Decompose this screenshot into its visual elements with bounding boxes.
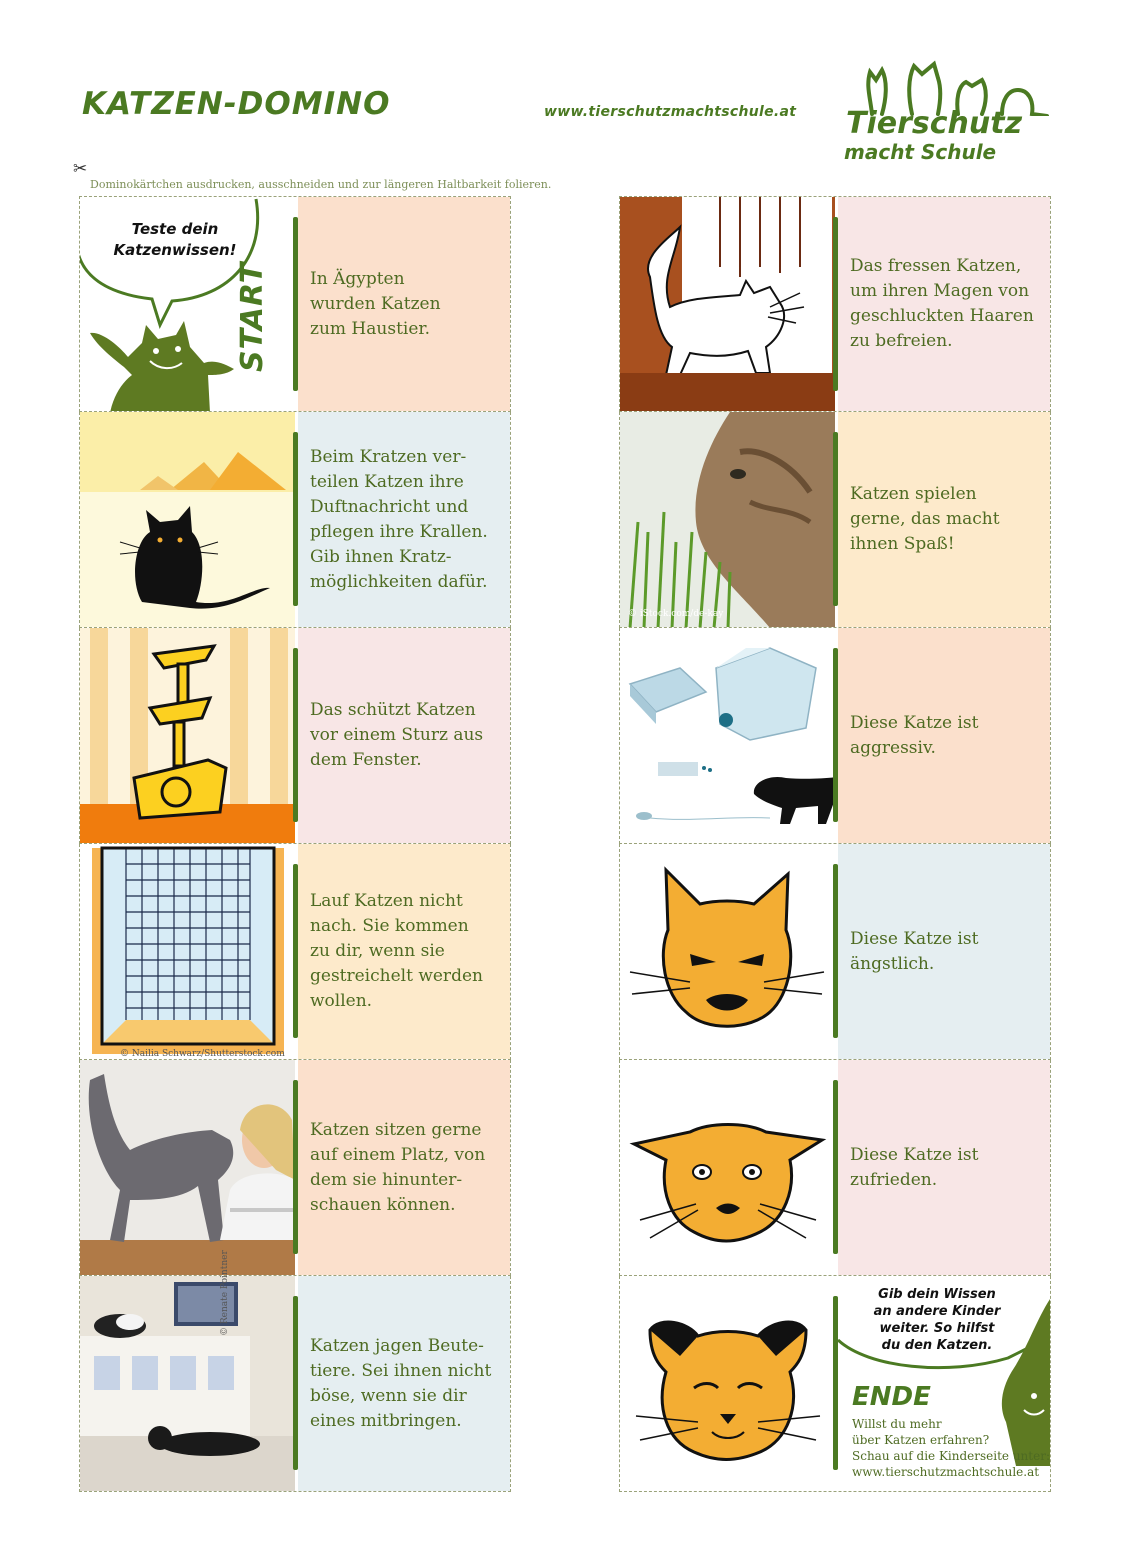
card-text: Diese Katze ist ängstlich. [850, 928, 979, 974]
page-title: KATZEN-DOMINO [82, 86, 391, 122]
card-text: Katzen jagen Beute- tiere. Sei ihnen nicht böse, wenn sie dir eines mitbringen. [310, 1335, 492, 1431]
card-text: Lauf Katzen nicht nach. Sie kommen zu dir, wenn sie gestreichelt werden wollen. [310, 891, 483, 1011]
cats-on-stove-photo [80, 1276, 295, 1491]
pyramid-cat-picture [80, 412, 295, 627]
instruction-text: Dominokärtchen ausdrucken, ausschneiden und zur längeren Haltbarkeit folieren. [90, 178, 552, 191]
card-text: Beim Kratzen ver- teilen Katzen ihre Duftnachricht und pflegen ihre Krallen. Gib ihnen Kratz- möglichkeiten dafür. [310, 446, 488, 592]
window-net-picture [80, 844, 295, 1059]
card-text: Das schützt Katzen vor einem Sturz aus dem Fenster. [310, 700, 484, 770]
logo-text-tierschutz: Tierschutz [846, 106, 1023, 141]
domino-card [619, 844, 1051, 1060]
domino-card [619, 628, 1051, 844]
card-text: Diese Katze ist zufrieden. [850, 1144, 979, 1190]
start-bubble-text: Teste dein Katzenwissen! [113, 220, 237, 259]
cat-grass-photo-image [620, 412, 835, 627]
cat-tree-icon [80, 628, 295, 843]
cat-eating-grass-icon [620, 197, 835, 411]
scissors-icon: ✂ [73, 159, 88, 179]
card-text: Katzen sitzen gerne auf einem Platz, von dem sie hinunter- schauen können. [310, 1119, 486, 1215]
boxes-black-cat-picture [620, 628, 835, 843]
cat-eating-grass-picture [620, 197, 835, 411]
domino-card [619, 412, 1051, 628]
end-label: ENDE [852, 1382, 931, 1412]
card-text: Das fressen Katzen, um ihren Magen von geschluckten Haaren zu befreien. [850, 256, 1034, 351]
card-text: Diese Katze ist aggressiv. [850, 712, 979, 758]
logo-text-macht-schule: macht Schule [844, 140, 997, 164]
card-text-panel [838, 628, 1050, 843]
card-text-panel [298, 844, 510, 1059]
card-text-panel [298, 197, 510, 411]
card-text-panel [838, 412, 1050, 627]
card-text: Katzen spielen gerne, das macht ihnen Spaß! [850, 484, 1000, 554]
card-text: In Ägypten wurden Katzen zum Haustier. [310, 268, 441, 339]
domino-card [79, 844, 511, 1060]
domino-card [619, 1060, 1051, 1276]
domino-card [79, 412, 511, 628]
content-cat-face-picture [620, 1276, 835, 1491]
photo-credit: © Nailia Schwarz/Shutterstock.com [120, 1049, 285, 1059]
card-text-panel [298, 628, 510, 843]
domino-card [79, 196, 511, 412]
right-domino-column [619, 196, 1051, 1492]
card-text-panel [838, 1060, 1050, 1275]
cat-tree-picture [80, 628, 295, 843]
card-text-panel [838, 844, 1050, 1059]
aggressive-cat-face-icon [620, 844, 835, 1059]
cats-on-stove-photo-image [80, 1276, 295, 1491]
content-cat-face-icon [620, 1276, 835, 1491]
start-picture [80, 197, 295, 411]
scared-cat-face-picture [620, 1060, 835, 1275]
photo-credit: © iStock.com/de-kay [628, 609, 724, 619]
card-text-panel [298, 1276, 510, 1491]
window-net-icon [80, 844, 295, 1059]
pyramid-black-cat-icon [80, 412, 295, 627]
scared-cat-face-icon [620, 1060, 835, 1275]
tierschutz-logo [842, 56, 1057, 168]
end-bubble-text: Gib dein Wissen an andere Kinder weiter. So hilfst du den Katzen. [873, 1287, 1001, 1353]
woman-cat-photo-image [80, 1060, 295, 1275]
aggressive-cat-face-picture [620, 844, 835, 1059]
card-text-panel [298, 1060, 510, 1275]
end-panel [838, 1276, 1050, 1491]
card-text-panel [838, 197, 1050, 411]
boxes-black-cat-icon [620, 628, 835, 843]
domino-card [79, 628, 511, 844]
domino-card [79, 1250, 511, 1492]
photo-credit: © Renate Pointner [220, 1250, 230, 1336]
left-domino-column [79, 196, 511, 1492]
woman-cat-photo [80, 1060, 295, 1275]
domino-card [619, 1276, 1051, 1492]
domino-card [619, 196, 1051, 412]
start-label: START [235, 261, 270, 372]
domino-card [79, 1049, 511, 1276]
website-url[interactable]: www.tierschutzmachtschule.at [544, 104, 797, 120]
end-info-text: Willst du mehr über Katzen erfahren? Schau auf die Kinderseite unter: www.tierschutzmachtschule.at [852, 1417, 1050, 1479]
card-text-panel [298, 412, 510, 627]
cat-grass-photo [620, 412, 835, 627]
